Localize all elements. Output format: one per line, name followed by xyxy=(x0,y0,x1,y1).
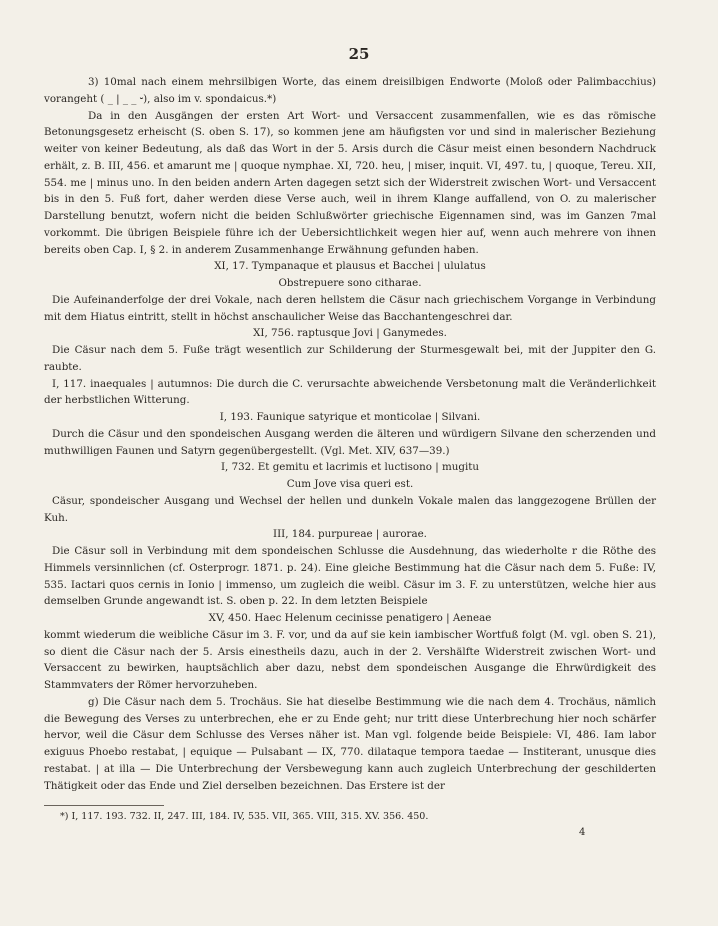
paragraph-commentary: Die Aufeinanderfolge der drei Vokale, nach deren hellstem die Cäsur nach griechischem Vorgange in Verbindung mit dem Hiatus eintritt, stellt in höchst anschaulicher Weise das Bacchantengeschrei dar. xyxy=(44,293,656,323)
signature-mark: 4 xyxy=(579,827,586,838)
paragraph-item-3: 3) 10mal nach einem mehrsilbigen Worte, das einem dreisilbigen Endworte (Moloß oder Palimbacchius) vorangeht ( _ | _ _ ⏑), also im v. spondaicus.*) xyxy=(44,76,656,105)
paragraph-commentary: Durch die Cäsur und den spondeischen Ausgang werden die älteren und würdigern Silvane den scherzenden und muthwilligen Faunen und Satyrn gegenübergestellt. (Vgl. Met. XIV, 637—39.) xyxy=(44,427,656,457)
paragraph-commentary: I, 117. inaequales | autumnos: Die durch die C. verursachte abweichende Versbetonung malt die Veränderlichkeit der herbstlichen Witterung. xyxy=(44,377,656,407)
paragraph-section-g: g) Die Cäsur nach dem 5. Trochäus. Sie hat dieselbe Bestimmung wie die nach dem 4. Trochäus, nämlich die Bewegung des Verses zu unterbrechen, ehe er zu Ende geht; nur tritt diese Unterbrechung hier noch schärfer hervor, weil die Cäsur dem Schlusse des Verses näher ist. Man vgl. folgende beide Beispiele: VI, 486. Iam labor exiguus Phoebo restabat, | equique — Pulsabant — IX, 770. dilataque tempora taedae — Institerant, unusque dies restabat. | at illa — Die Unterbrechung der Versbewegung kann auch zugleich Unterbrechung der geschilderten Thätigkeit oder das Ende und Ziel derselben bezeichnen. Das Erstere ist der xyxy=(44,695,656,792)
verse-example: I, 193. Faunique satyrique et monticolae | Silvani. xyxy=(219,411,481,423)
verse-example: III, 184. purpureae | aurorae. xyxy=(273,528,427,541)
verse-example: XV, 450. Haec Helenum cecinisse penatigero | Aeneae xyxy=(208,612,492,624)
page-number: 25 xyxy=(348,45,370,63)
verse-example: I, 732. Et gemitu et lacrimis et luctisono | mugitu xyxy=(220,461,480,474)
verse-example: Obstrepuere sono citharae. xyxy=(278,277,422,289)
verse-example: Cum Jove visa queri est. xyxy=(286,478,414,490)
verse-example: XI, 17. Tympanaque et plausus et Bacchei | ululatus xyxy=(214,260,486,273)
footnote-divider xyxy=(44,805,164,806)
paragraph-commentary: Die Cäsur nach dem 5. Fuße trägt wesentlich zur Schilderung der Sturmesgewalt bei, mit der Juppiter den G. raubte. xyxy=(44,344,656,373)
paragraph-commentary: kommt wiederum die weibliche Cäsur im 3. F. vor, und da auf sie kein iambischer Wortfuß folgt (M. vgl. oben S. 21), so dient die Cäsur nach der 5. Arsis einestheils dazu, auch in der 2. Vershälfte Widerstreit zwischen Wort- und Versaccent zu bewirken, hauptsächlich aber dazu, nebst dem spondeischen Ausgange die Ehrwürdigkeit des Stammvaters der Römer hervorzuheben. xyxy=(44,628,656,691)
paragraph-cesura-discussion: Da in den Ausgängen der ersten Art Wort- und Versaccent zusammenfallen, wie es das römische Betonungsgesetz erheischt (S. oben S. 17), so kommen jene am häufigsten vor und sind in malerischer Beziehung weiter von keiner Bedeutung, als daß das Wort in der 5. Arsis durch die Cäsur meist einen besondern Nachdruck erhält, z. B. III, 456. et amarunt me | quoque nymphae. XI, 720. heu, | miser, inquit. VI, 497. tu, | quoque, Tereu. XII, 554. me | minus uno. In den beiden andern Arten dagegen setzt sich der Widerstreit zwischen Wort- und Versaccent bis in den 5. Fuß fort, daher werden diese Verse auch, weil in ihrem Klange auffallend, von O. zu malerischer Darstellung benutzt, wofern nicht die beiden Schlußwörter griechische Eigennamen sind, was im Ganzen 7mal vorkommt. Die übrigen Beispiele führe ich der Uebersichtlichkeit wegen hier auf, wenn auch mehrere von ihnen bereits oben Cap. I, § 2. in anderem Zusammenhange Erwähnung gefunden haben. xyxy=(44,109,656,256)
paragraph-commentary: Die Cäsur soll in Verbindung mit dem spondeischen Schlusse die Ausdehnung, das wiederholte r die Röthe des Himmels versinnlichen (cf. Osterprogr. 1871. p. 24). Eine gleiche Bestimmung hat die Cäsur nach dem 5. Fuße: IV, 535. Iactari quos cernis in Ionio | immenso, um zugleich die weibl. Cäsur im 3. F. zu unterstützen, welche hier aus demselben Grunde angewandt ist. S. oben p. 22. In dem letzten Beispiele xyxy=(44,545,656,608)
verse-example: XI, 756. raptusque Jovi | Ganymedes. xyxy=(253,327,447,340)
page-body xyxy=(44,74,656,794)
paragraph-commentary: Cäsur, spondeischer Ausgang und Wechsel der hellen und dunkeln Vokale malen das langgezogene Brüllen der Kuh. xyxy=(44,494,656,524)
footnote: *) I, 117. 193. 732. II, 247. III, 184. IV, 535. VII, 365. VIII, 315. XV. 356. 450. xyxy=(60,811,429,822)
